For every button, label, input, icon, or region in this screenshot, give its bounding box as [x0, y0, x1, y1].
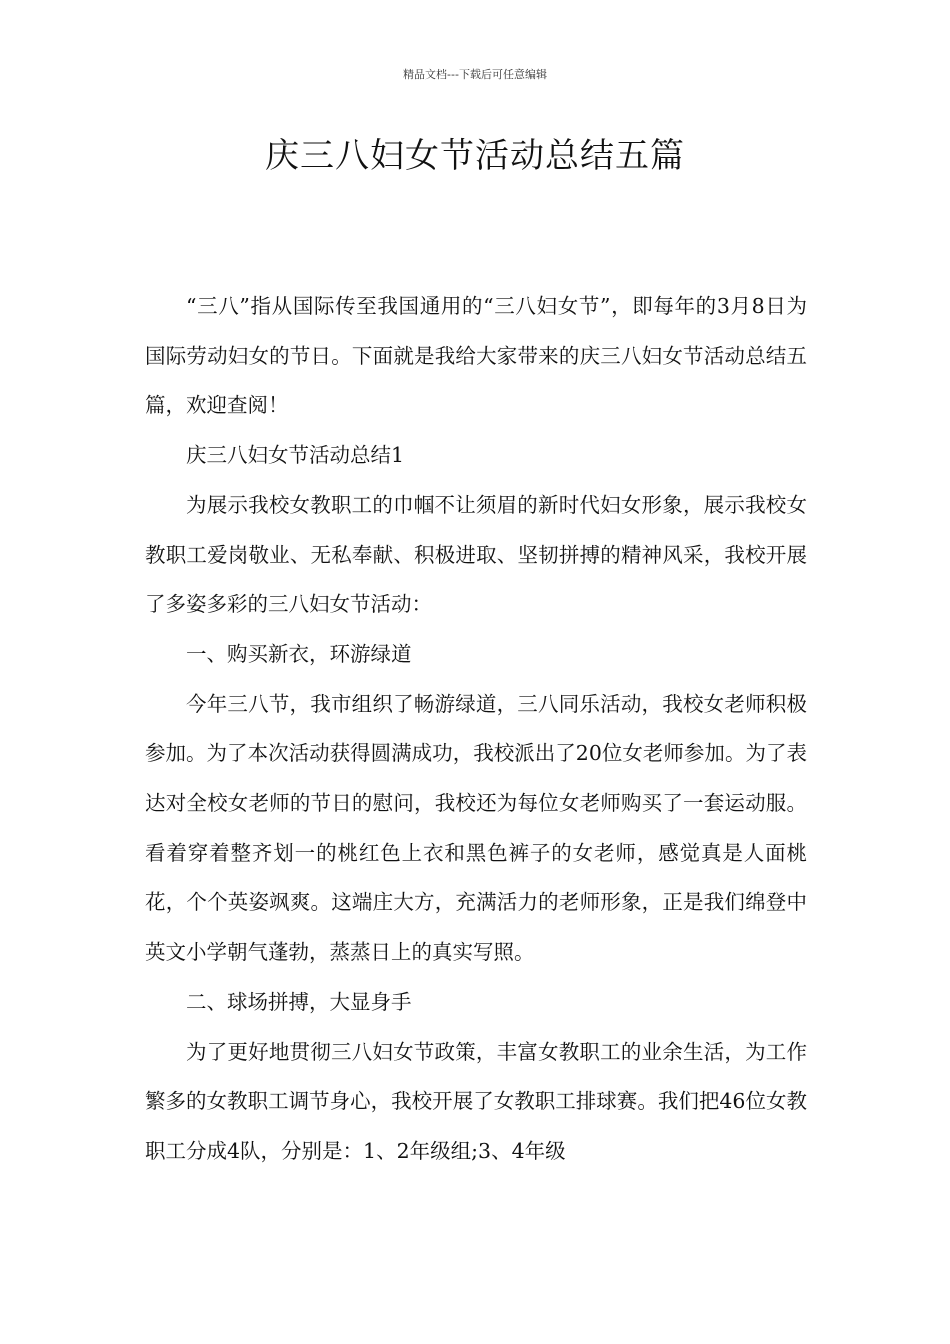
- document-title: 庆三八妇女节活动总结五篇: [265, 136, 685, 176]
- subheading-ball-game: 二、球场拼搏，大显身手: [186, 989, 412, 1014]
- header-note: 精品文档---下载后可任意编辑: [403, 68, 547, 81]
- body-paragraph: 今年三八节，我市组织了畅游绿道，三八同乐活动，我校女老师积极参加。为了本次活动获得圆满成功，我校派出了20位女老师参加。为了表达对全校女老师的节日的慰问，我校还为每位女老师购买了一套运动服。看着穿着整齐划一的桃红色上衣和黑色裤子的女老师，感觉真是人面桃花，个个英姿飒爽。这端庄大方，充满活力的老师形象，正是我们绵登中英文小学朝气蓬勃，蒸蒸日上的真实写照。: [145, 691, 807, 965]
- intro-paragraph: “三八”指从国际传至我国通用的“三八妇女节”，即每年的3月8日为国际劳动妇女的节日。下面就是我给大家带来的庆三八妇女节活动总结五篇，欢迎查阅！: [145, 294, 807, 418]
- body-paragraph: 为展示我校女教职工的巾帼不让须眉的新时代妇女形象，展示我校女教职工爱岗敬业、无私奉献、积极进取、坚韧拼搏的精神风采，我校开展了多姿多彩的三八妇女节活动：: [145, 492, 807, 617]
- body-paragraph: 为了更好地贯彻三八妇女节政策，丰富女教职工的业余生活，为工作繁多的女教职工调节身心，我校开展了女教职工排球赛。我们把46位女教职工分成4队，分别是：1、2年级组;3、4年级: [145, 1039, 807, 1163]
- subheading-buy-clothes: 一、购买新衣，环游绿道: [186, 641, 412, 666]
- section-heading-summary-1: 庆三八妇女节活动总结1: [186, 443, 405, 468]
- document-body: [145, 282, 807, 1177]
